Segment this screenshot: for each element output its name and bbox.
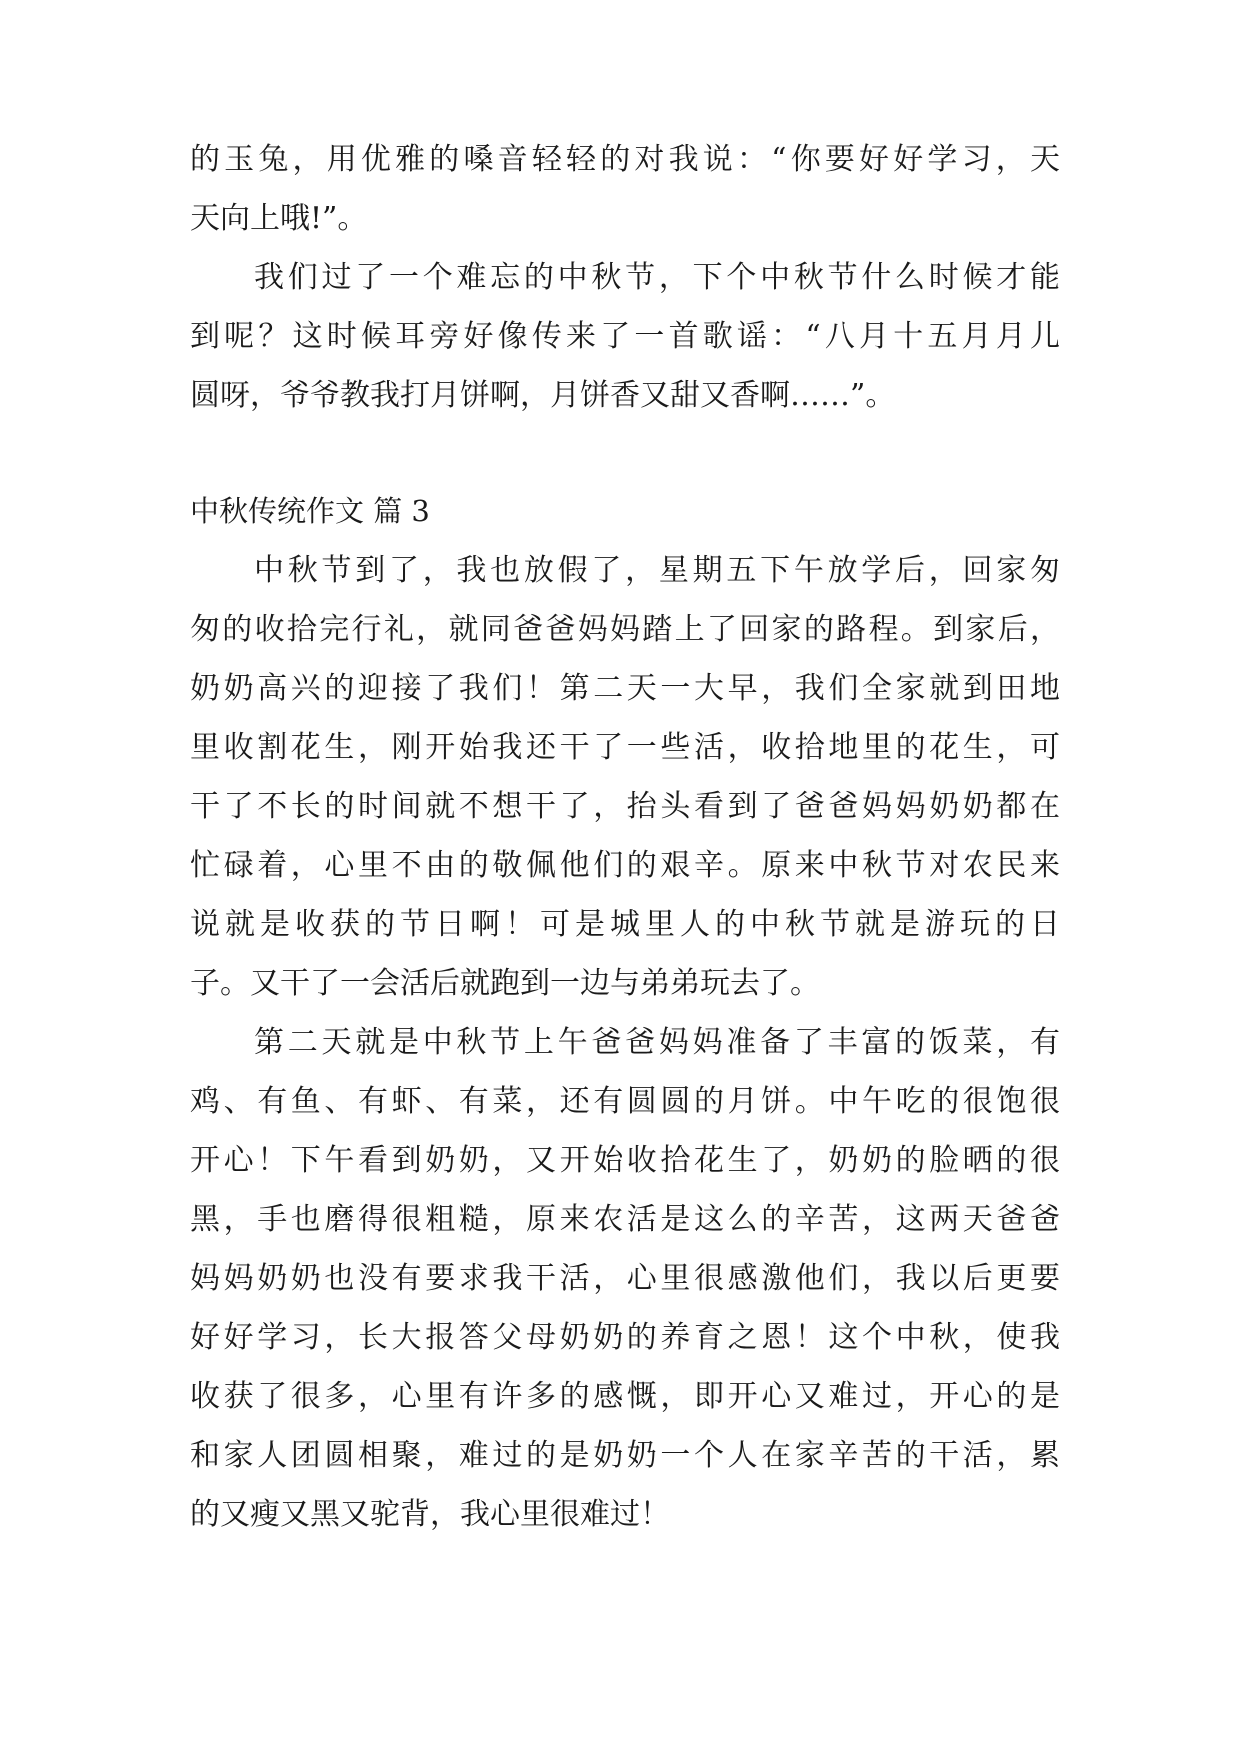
text-line: 我们过了一个难忘的中秋节，下个中秋节什么时候才能: [254, 260, 1060, 295]
text-line: 和家人团圆相聚，难过的是奶奶一个人在家辛苦的干活，累: [190, 1438, 1060, 1473]
document-page: [190, 130, 1060, 1544]
text-line: 好好学习，长大报答父母奶奶的养育之恩！这个中秋，使我: [190, 1320, 1060, 1355]
text-line: 鸡、有鱼、有虾、有菜，还有圆圆的月饼。中午吃的很饱很: [190, 1084, 1060, 1119]
text-line: 开心！下午看到奶奶，又开始收拾花生了，奶奶的脸晒的很: [190, 1143, 1060, 1178]
section-heading: 中秋传统作文 篇 3: [190, 494, 430, 528]
text-line: 妈妈奶奶也没有要求我干活，心里很感激他们，我以后更要: [190, 1261, 1060, 1296]
text-line: 干了不长的时间就不想干了，抬头看到了爸爸妈妈奶奶都在: [190, 789, 1060, 824]
text-line: 忙碌着，心里不由的敬佩他们的艰辛。原来中秋节对农民来: [190, 848, 1060, 883]
text-line: 奶奶高兴的迎接了我们！第二天一大早，我们全家就到田地: [190, 671, 1060, 706]
text-line: 天向上哦!”。: [190, 201, 368, 236]
text-line: 说就是收获的节日啊！可是城里人的中秋节就是游玩的日: [190, 907, 1060, 942]
text-line: 的玉兔，用优雅的嗓音轻轻的对我说：“你要好好学习，天: [190, 142, 1060, 177]
text-line: 匆的收拾完行礼，就同爸爸妈妈踏上了回家的路程。到家后，: [190, 612, 1060, 647]
paragraph: [190, 130, 1060, 248]
text-line: 里收割花生，刚开始我还干了一些活，收拾地里的花生，可: [190, 730, 1060, 765]
text-line: 的又瘦又黑又驼背，我心里很难过！: [190, 1497, 670, 1532]
text-line: 中秋节到了，我也放假了，星期五下午放学后，回家匆: [254, 553, 1060, 588]
paragraph: [190, 541, 1060, 1013]
text-line: 子。又干了一会活后就跑到一边与弟弟玩去了。: [190, 966, 820, 1001]
text-line: 圆呀，爷爷教我打月饼啊，月饼香又甜又香啊……”。: [190, 378, 896, 413]
text-line: 第二天就是中秋节上午爸爸妈妈准备了丰富的饭菜，有: [254, 1025, 1060, 1060]
paragraph: [190, 248, 1060, 425]
text-line: 到呢？这时候耳旁好像传来了一首歌谣：“八月十五月月儿: [190, 319, 1060, 354]
text-line: 收获了很多，心里有许多的感慨，即开心又难过，开心的是: [190, 1379, 1060, 1414]
text-line: 黑，手也磨得很粗糙，原来农活是这么的辛苦，这两天爸爸: [190, 1202, 1060, 1237]
paragraph: [190, 1013, 1060, 1544]
